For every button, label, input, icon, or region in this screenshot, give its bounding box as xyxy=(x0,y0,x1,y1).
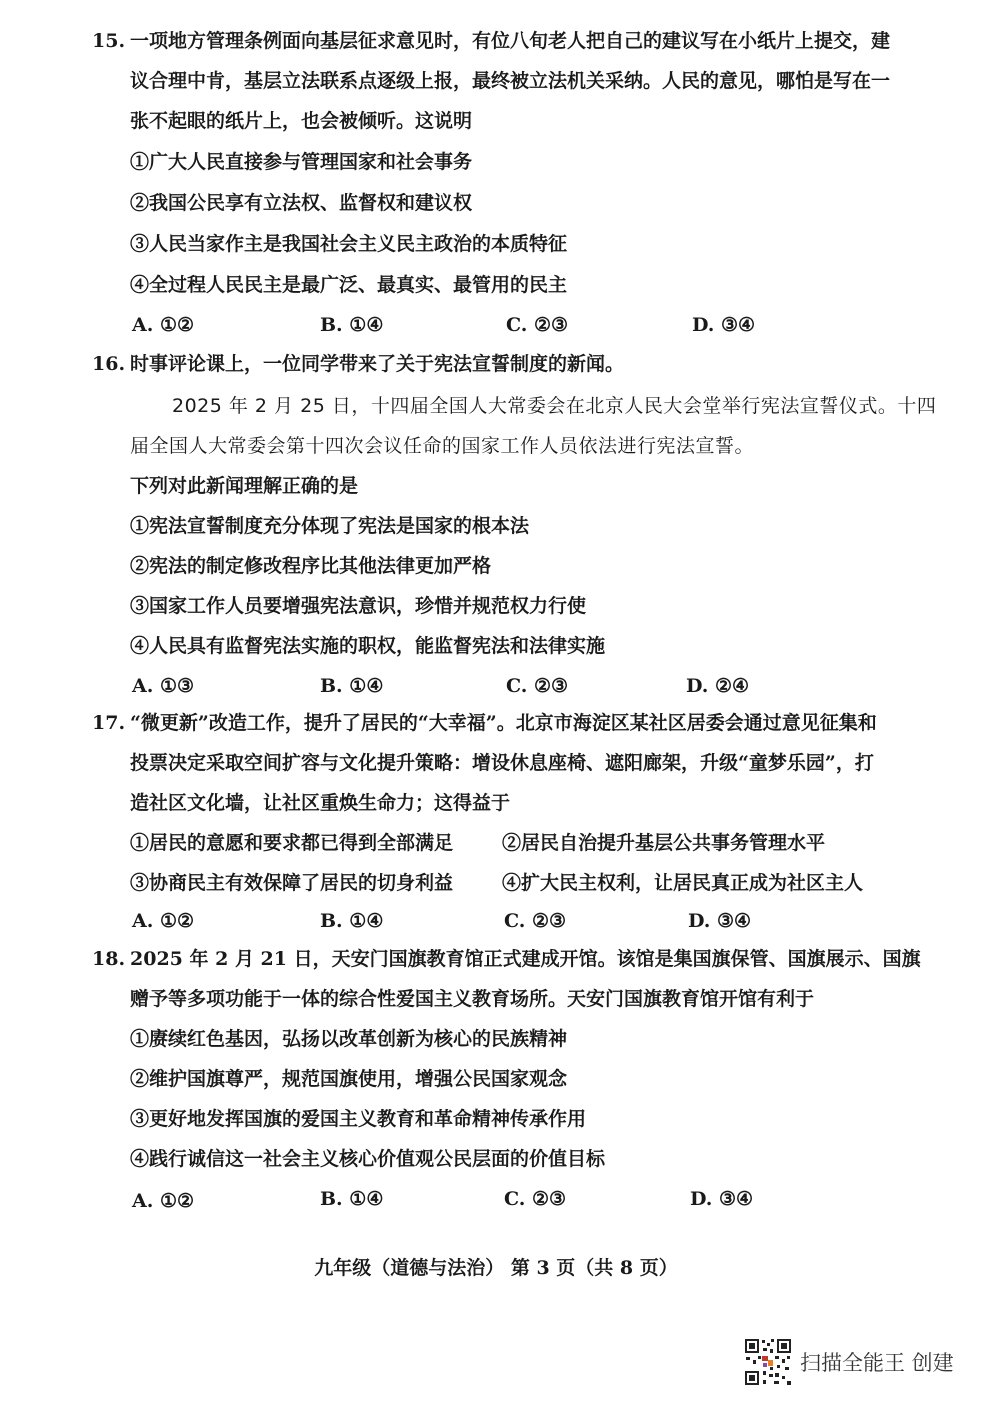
statement: ②居民自治提升基层公共事务管理水平 xyxy=(502,832,826,854)
choice-c[interactable]: C. ②③ xyxy=(504,1188,567,1210)
choice-b[interactable]: B. ①④ xyxy=(320,1188,384,1210)
choice-b[interactable]: B. ①④ xyxy=(320,910,384,932)
question-stem-line: 赠予等多项功能于一体的综合性爱国主义教育场所。天安门国旗教育馆开馆有利于 xyxy=(130,988,815,1010)
question-stem-line: 张不起眼的纸片上，也会被倾听。这说明 xyxy=(130,110,473,132)
scanner-watermark xyxy=(744,1337,954,1387)
choice-c[interactable]: C. ②③ xyxy=(504,910,567,932)
question-stem-line: 造社区文化墙，让社区重焕生命力；这得益于 xyxy=(130,792,511,814)
page-footer: 九年级（道德与法治） 第 3 页（共 8 页） xyxy=(314,1257,678,1279)
choice-d[interactable]: D. ③④ xyxy=(688,910,752,932)
question-stem-line: 2025 年 2 月 21 日，天安门国旗教育馆正式建成开馆。该馆是集国旗保管、国旗展示、国旗 xyxy=(130,948,921,970)
statement: ④全过程人民民主是最广泛、最真实、最管用的民主 xyxy=(130,274,568,296)
statement: ④践行诚信这一社会主义核心价值观公民层面的价值目标 xyxy=(130,1148,606,1170)
question-stem-line: 投票决定采取空间扩容与文化提升策略：增设休息座椅、遮阳廊架，升级“童梦乐园”，打 xyxy=(130,752,874,774)
question-number: 16. xyxy=(92,353,126,375)
question-stem-line: 时事评论课上，一位同学带来了关于宪法宣誓制度的新闻。 xyxy=(130,353,625,375)
question-number: 17. xyxy=(92,712,126,734)
statement: ④人民具有监督宪法实施的职权，能监督宪法和法律实施 xyxy=(130,635,606,657)
news-excerpt-line: 届全国人大常委会第十四次会议任命的国家工作人员依法进行宪法宣誓。 xyxy=(130,435,755,457)
choice-d[interactable]: D. ③④ xyxy=(692,314,756,336)
statement: ③人民当家作主是我国社会主义民主政治的本质特征 xyxy=(130,233,568,255)
choice-a[interactable]: A. ①② xyxy=(132,1190,195,1212)
statement: ③协商民主有效保障了居民的切身利益 xyxy=(130,872,454,894)
choice-a[interactable]: A. ①② xyxy=(132,314,195,336)
question-stem-line: 议合理中肯，基层立法联系点逐级上报，最终被立法机关采纳。人民的意见，哪怕是写在一 xyxy=(130,70,891,92)
choice-d[interactable]: D. ③④ xyxy=(690,1188,754,1210)
choice-b[interactable]: B. ①④ xyxy=(320,675,384,697)
statement: ②维护国旗尊严，规范国旗使用，增强公民国家观念 xyxy=(130,1068,568,1090)
choice-a[interactable]: A. ①③ xyxy=(132,675,195,697)
news-excerpt-line: 2025 年 2 月 25 日，十四届全国人大常委会在北京人民大会堂举行宪法宣誓仪式。十四 xyxy=(172,395,937,417)
question-prompt: 下列对此新闻理解正确的是 xyxy=(130,475,359,497)
scanner-label: 扫描全能王 创建 xyxy=(800,1351,954,1375)
statement: ④扩大民主权利，让居民真正成为社区主人 xyxy=(502,872,864,894)
choice-d[interactable]: D. ②④ xyxy=(686,675,750,697)
statement: ①居民的意愿和要求都已得到全部满足 xyxy=(130,832,454,854)
statement: ①赓续红色基因，弘扬以改革创新为核心的民族精神 xyxy=(130,1028,568,1050)
statement: ③国家工作人员要增强宪法意识，珍惜并规范权力行使 xyxy=(130,595,587,617)
question-stem-line: “微更新”改造工作，提升了居民的“大幸福”。北京市海淀区某社区居委会通过意见征集和 xyxy=(130,712,877,734)
statement: ①宪法宣誓制度充分体现了宪法是国家的根本法 xyxy=(130,515,530,537)
question-stem-line: 一项地方管理条例面向基层征求意见时，有位八旬老人把自己的建议写在小纸片上提交，建 xyxy=(130,30,891,52)
question-number: 15. xyxy=(92,30,126,52)
statement: ③更好地发挥国旗的爱国主义教育和革命精神传承作用 xyxy=(130,1108,587,1130)
statement: ②我国公民享有立法权、监督权和建议权 xyxy=(130,192,473,214)
choice-a[interactable]: A. ①② xyxy=(132,910,195,932)
choice-b[interactable]: B. ①④ xyxy=(320,314,384,336)
choice-c[interactable]: C. ②③ xyxy=(506,675,569,697)
choice-c[interactable]: C. ②③ xyxy=(506,314,569,336)
qr-code-icon xyxy=(744,1338,792,1386)
statement: ②宪法的制定修改程序比其他法律更加严格 xyxy=(130,555,492,577)
statement: ①广大人民直接参与管理国家和社会事务 xyxy=(130,151,473,173)
question-number: 18. xyxy=(92,948,126,970)
